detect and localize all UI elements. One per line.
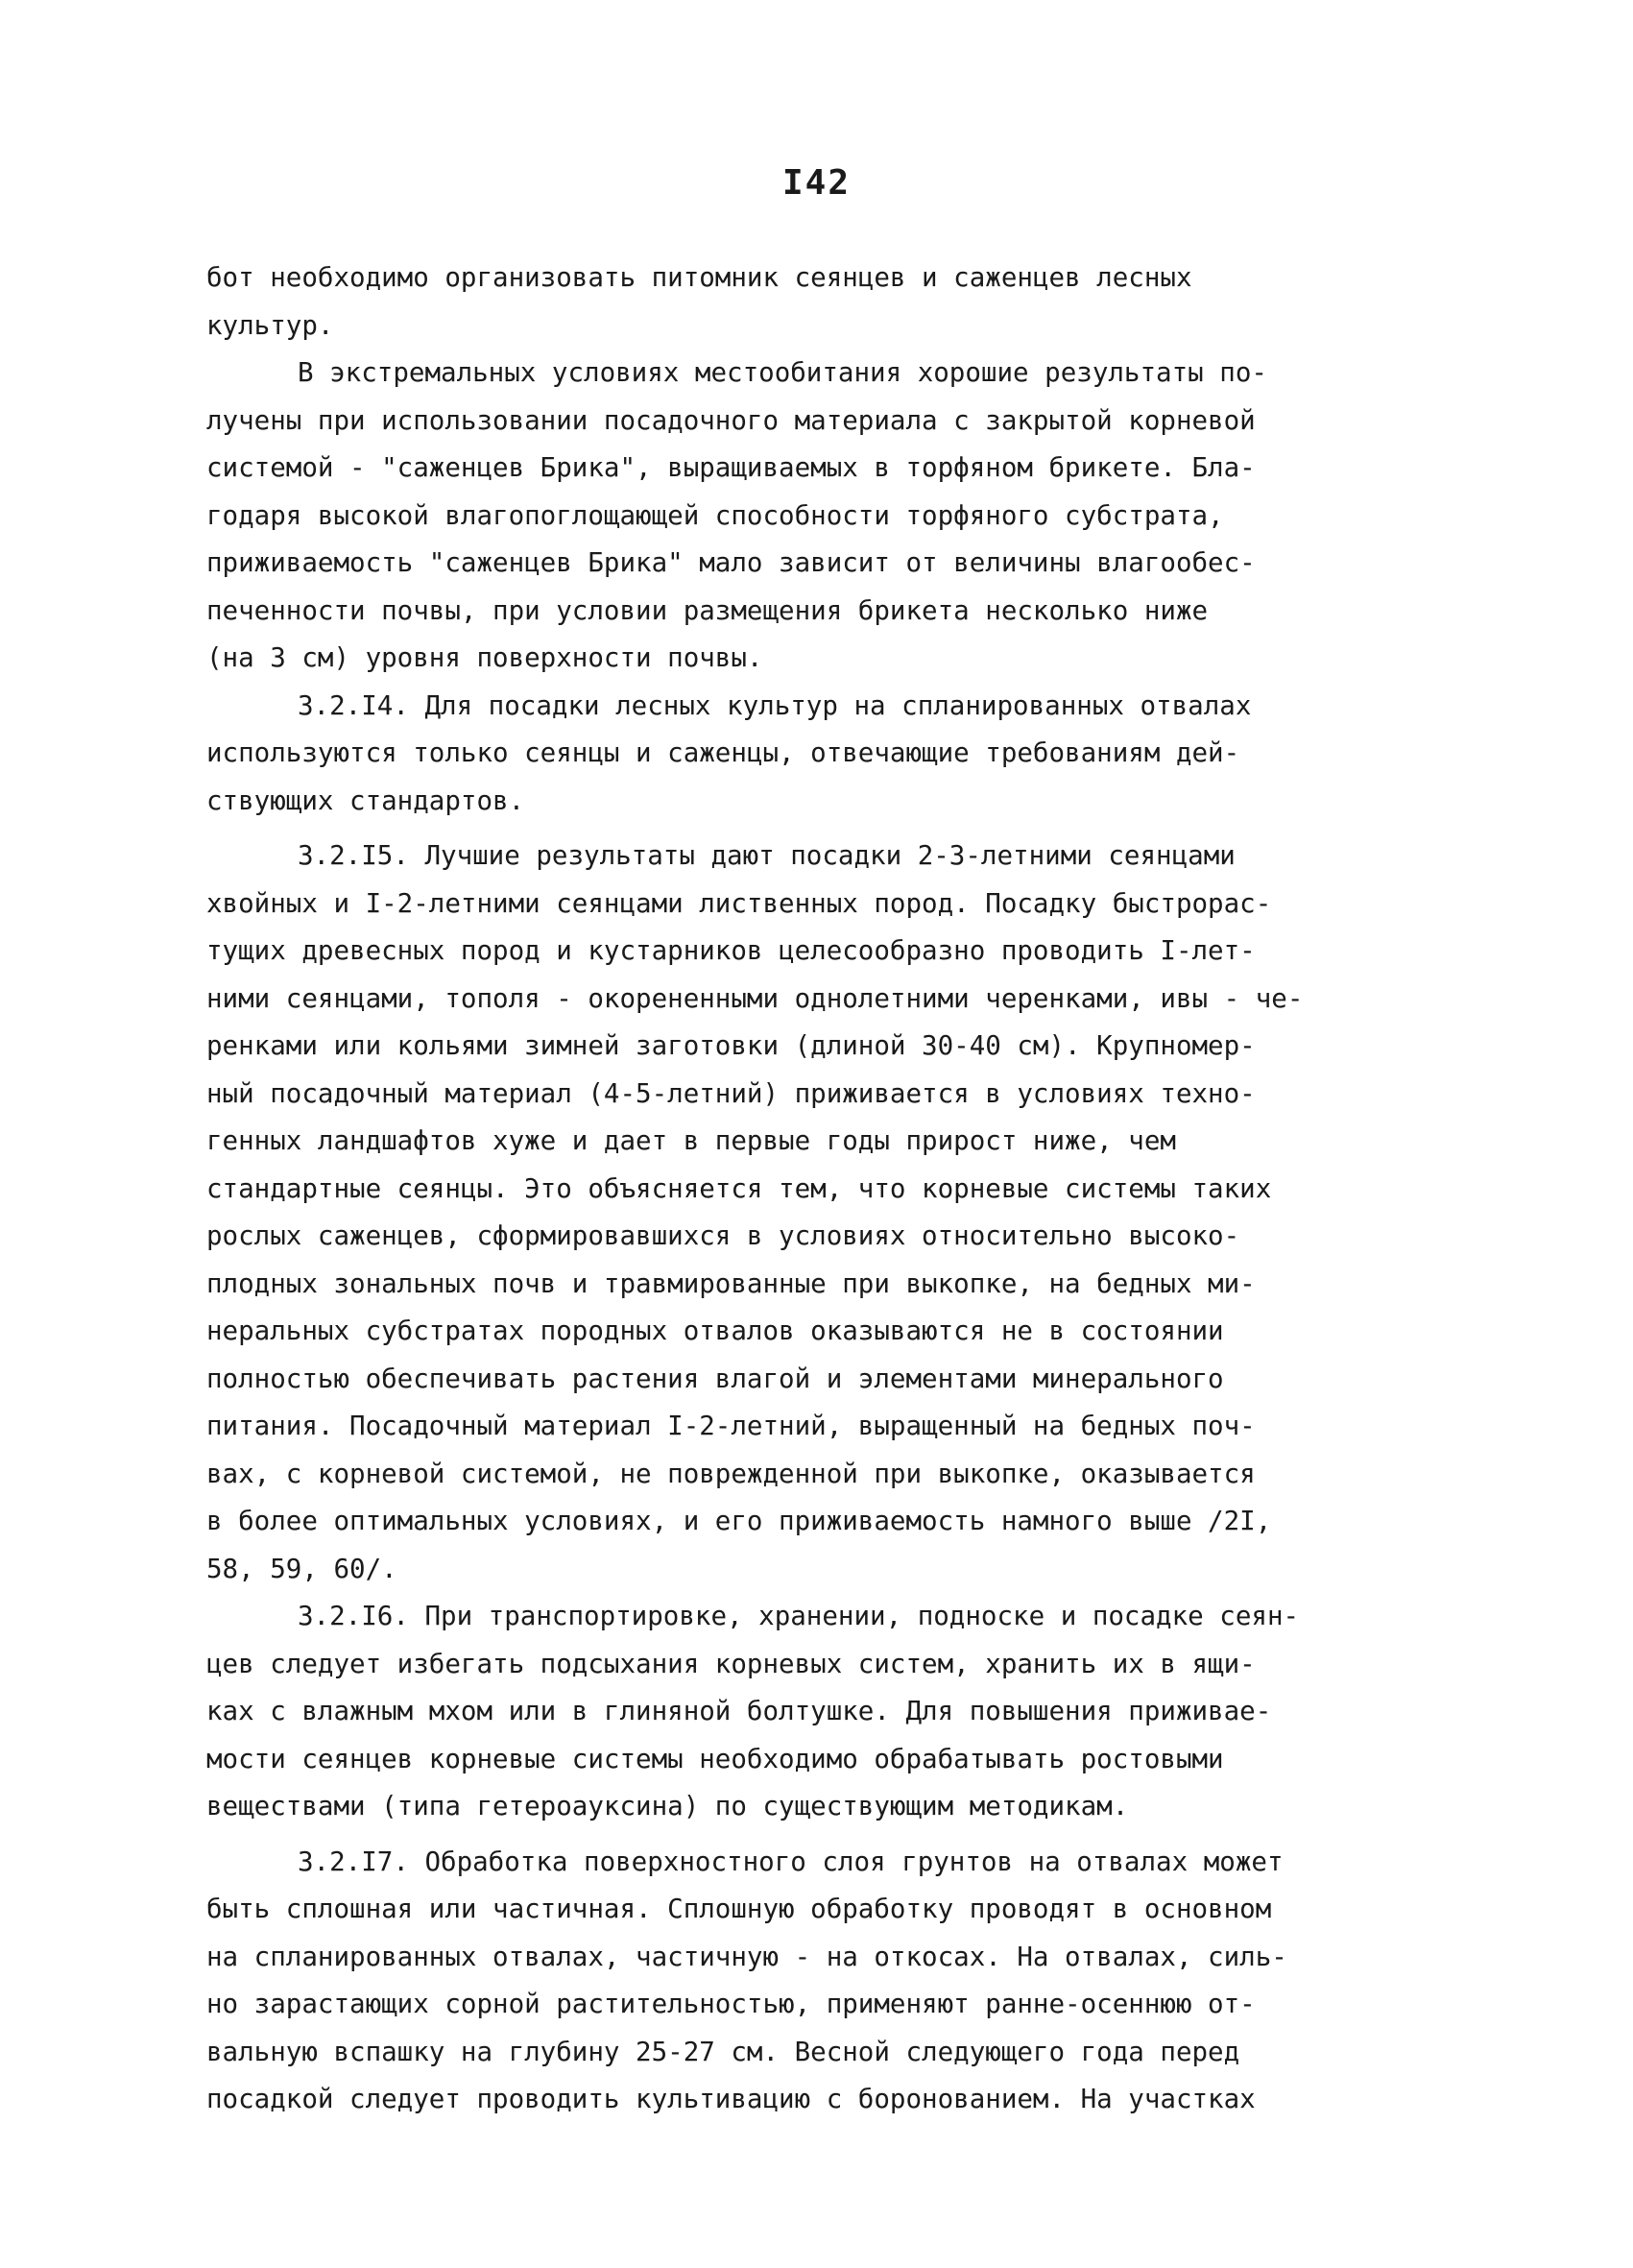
text-line: посадкой следует проводить культивацию с боронованием. На участках <box>206 2084 1256 2114</box>
text-line: 58, 59, 60/. <box>206 1553 397 1584</box>
text-line: бот необходимо организовать питомник сеянцев и саженцев лесных <box>206 262 1192 293</box>
text-line: приживаемость "саженцев Брика" мало зависит от величины влагообес- <box>206 547 1256 578</box>
text-line: лучены при использовании посадочного материала с закрытой корневой <box>206 404 1256 436</box>
text-line: 3.2.I7. Обработка поверхностного слоя грунтов на отвалах может <box>298 1846 1284 1877</box>
text-line: культур. <box>206 309 334 341</box>
text-line: быть сплошная или частичная. Сплошную обработку проводят в основном <box>206 1894 1272 1924</box>
text-line: ный посадочный материал (4-5-летний) приживается в условиях техно- <box>206 1077 1256 1109</box>
text-line: рослых саженцев, сформировавшихся в условиях относительно высоко- <box>206 1220 1240 1251</box>
text-line: системой - "саженцев Брика", выращиваемых в торфяном брикете. Бла- <box>206 452 1256 483</box>
text-line: в более оптимальных условиях, и его приживаемость намного выше /2I, <box>206 1506 1272 1536</box>
page-number: I42 <box>781 163 852 203</box>
text-line: питания. Посадочный материал I-2-летний, выращенный на бедных поч- <box>206 1411 1256 1441</box>
text-line: мости сеянцев корневые системы необходимо обрабатывать ростовыми <box>206 1743 1224 1774</box>
text-line: тущих древесных пород и кустарников целесообразно проводить I-лет- <box>206 935 1256 966</box>
text-line: неральных субстратах породных отвалов оказываются не в состоянии <box>206 1315 1224 1346</box>
text-line: полностью обеспечивать растения влагой и элементами минерального <box>206 1363 1224 1394</box>
text-line: вах, с корневой системой, не поврежденной при выкопке, оказывается <box>206 1458 1256 1489</box>
text-line: цев следует избегать подсыхания корневых систем, хранить их в ящи- <box>206 1648 1256 1679</box>
text-line: стандартные сеянцы. Это объясняется тем, что корневые системы таких <box>206 1172 1272 1204</box>
text-line: печенности почвы, при условии размещения брикета несколько ниже <box>206 594 1209 626</box>
text-line: генных ландшафтов хуже и дает в первые годы прирост ниже, чем <box>206 1125 1176 1156</box>
text-line: но зарастающих сорной растительностью, применяют ранне-осеннюю от- <box>206 1989 1256 2019</box>
text-line: на спланированных отвалах, частичную - на откосах. На отвалах, силь- <box>206 1941 1287 1972</box>
text-line: плодных зональных почв и травмированные при выкопке, на бедных ми- <box>206 1267 1256 1299</box>
text-line: В экстремальных условиях местообитания хорошие результаты по- <box>298 357 1267 388</box>
text-line: ствующих стандартов. <box>206 784 525 816</box>
text-line: 3.2.I6. При транспортировке, хранении, подноске и посадке сеян- <box>298 1601 1300 1631</box>
text-line: ними сеянцами, тополя - окорененными однолетними черенками, ивы - че- <box>206 982 1304 1014</box>
text-line: используются только сеянцы и саженцы, отвечающие требованиям дей- <box>206 737 1240 768</box>
text-line: 3.2.I5. Лучшие результаты дают посадки 2-3-летними сеянцами <box>298 840 1236 871</box>
text-line: 3.2.I4. Для посадки лесных культур на спланированных отвалах <box>298 689 1252 721</box>
text-line: вальную вспашку на глубину 25-27 см. Весной следующего года перед <box>206 2036 1240 2067</box>
text-line: хвойных и I-2-летними сеянцами лиственных пород. Посадку быстрорас- <box>206 887 1272 919</box>
text-line: (на 3 см) уровня поверхности почвы. <box>206 642 763 673</box>
text-line: веществами (типа гетероауксина) по существующим методикам. <box>206 1791 1129 1822</box>
text-line: ках с влажным мхом или в глиняной болтушке. Для повышения приживае- <box>206 1696 1272 1726</box>
text-line: годаря высокой влагопоглощающей способности торфяного субстрата, <box>206 499 1224 531</box>
text-line: ренками или кольями зимней заготовки (длиной 30-40 см). Крупномер- <box>206 1030 1256 1061</box>
body-text <box>206 254 1445 2124</box>
